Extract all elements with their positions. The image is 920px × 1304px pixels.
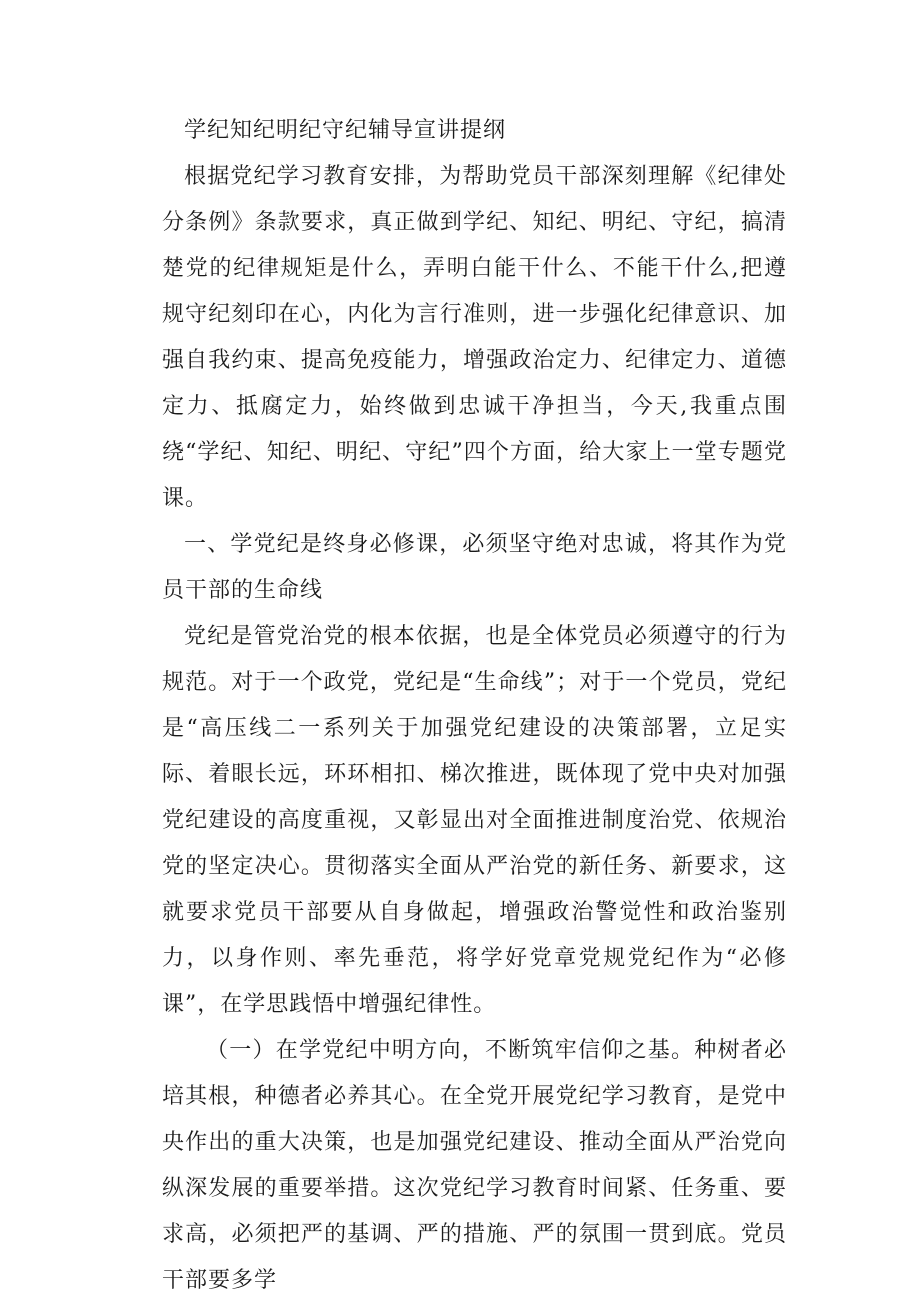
subsection-paragraph-1: （一）在学党纪中明方向，不断筑牢信仰之基。种树者必培其根，种德者必养其心。在全党开展党纪学习教育，是党中央作出的重大决策，也是加强党纪建设、推动全面从严治党向纵深发展的重要举措。这次党纪学习教育时间紧、任务重、要求高，必须把严的基调、严的措施、严的氛围一贯到底。党员干部要多学 [162,1038,787,1293]
intro-paragraph: 根据党纪学习教育安排，为帮助党员干部深刻理解《纪律处分条例》条款要求，真正做到学纪、知纪、明纪、守纪，搞清楚党的纪律规矩是什么，弄明白能干什么、不能干什么,把遵规守纪刻印在心，内化为言行准则，进一步强化纪律意识、加强自我约束、提高免疫能力，增强政治定力、纪律定力、道德定力、抵腐定力，始终做到忠诚干净担当，今天,我重点围绕“学纪、知纪、明纪、守纪”四个方面，给大家上一堂专题党课。 [162,164,787,511]
body-paragraph: 党纪是管党治党的根本依据，也是全体党员必须遵守的行为规范。对于一个政党，党纪是“生命线”；对于一个党员，党纪是“高压线二一系列关于加强党纪建设的决策部署，立足实际、着眼长远，环环相扣、梯次推进，既体现了党中央对加强党纪建设的高度重视，又彰显出对全面推进制度治党、依规治党的坚定决心。贯彻落实全面从严治党的新任务、新要求，这就要求党员干部要从自身做起，增强政治警觉性和政治鉴别力，以身作则、率先垂范，将学好党章党规党纪作为“必修课”，在学思践悟中增强纪律性。 [162,624,787,1017]
section-heading-1: 一、学党纪是终身必修课，必须坚守绝对忠诚，将其作为党员干部的生命线 [162,532,787,603]
document-body [162,108,787,1304]
document-title: 学纪知纪明纪守纪辅导宣讲提纲 [184,118,507,143]
